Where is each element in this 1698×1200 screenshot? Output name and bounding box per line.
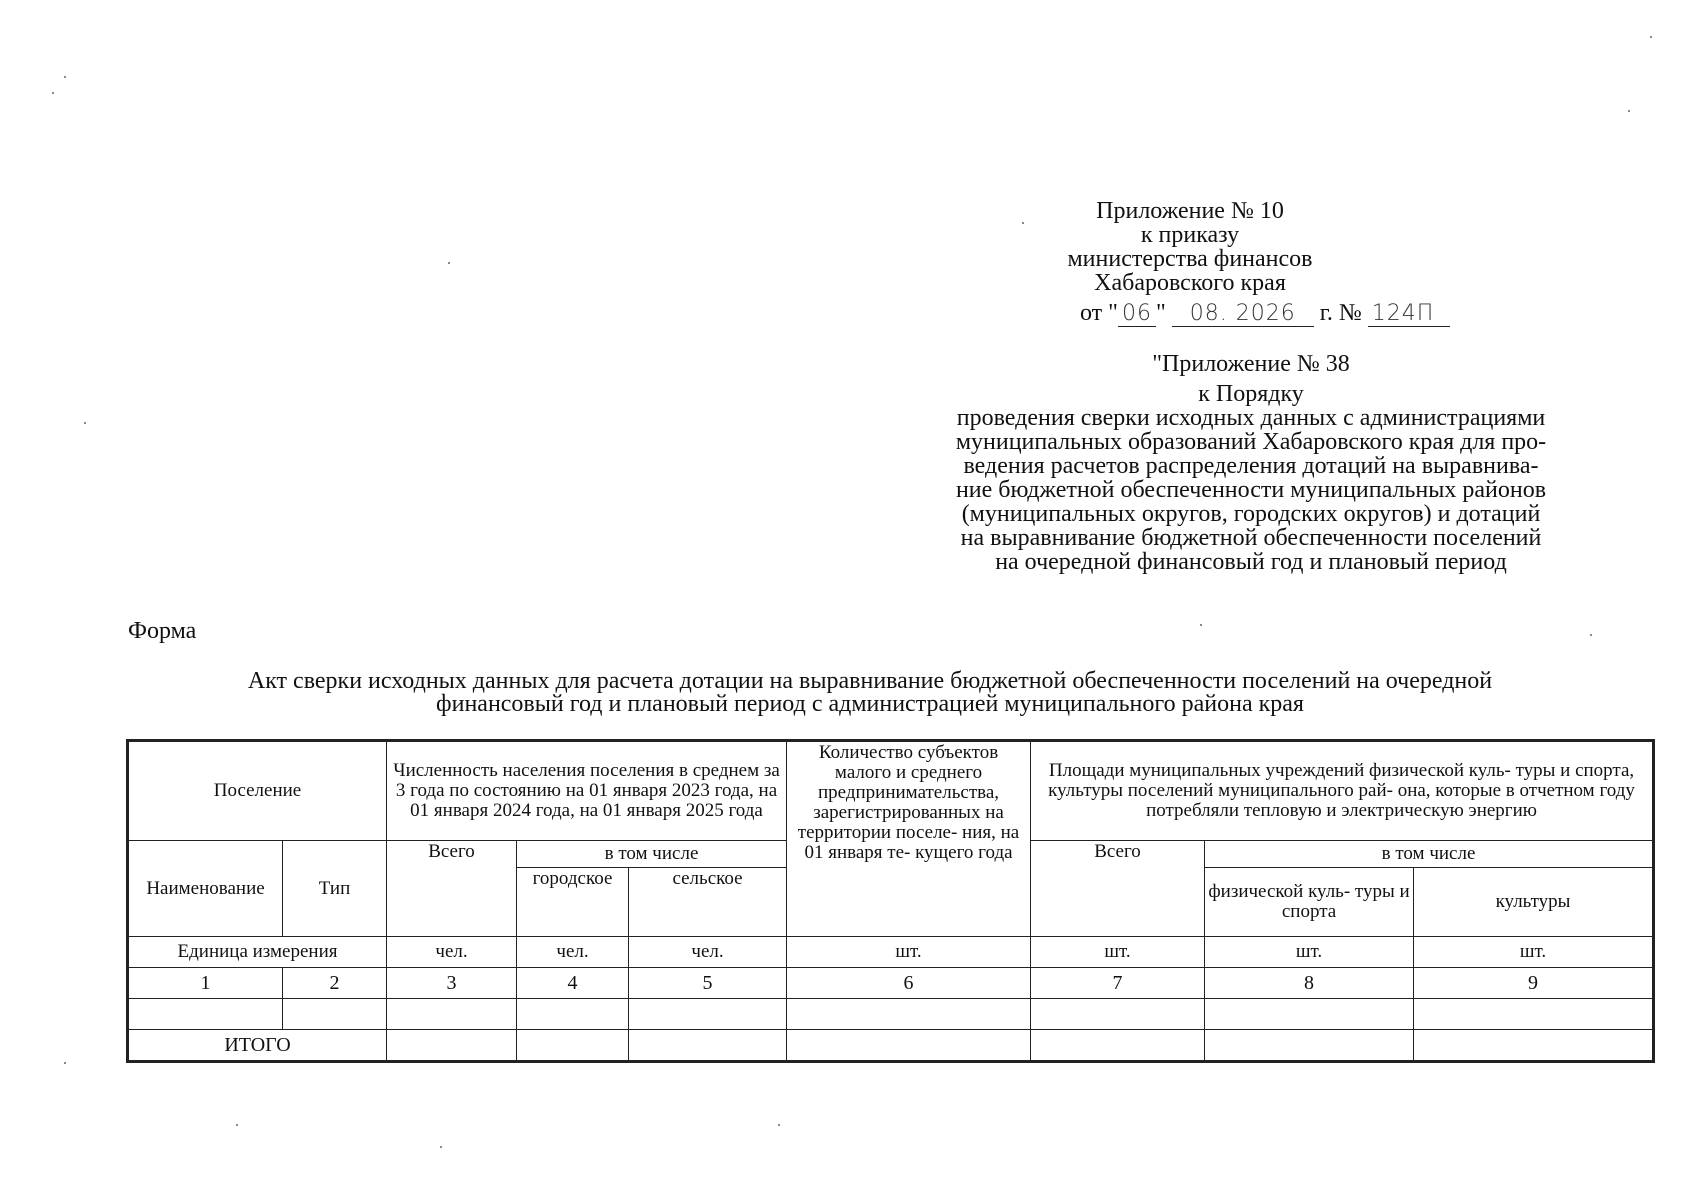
header-sport: физической куль- туры и спорта [1205,868,1414,937]
unit-cell: чел. [387,937,517,968]
scan-speck [1022,222,1024,224]
header-facility-areas: Площади муниципальных учреждений физической куль- туры и спорта, культуры поселений муниципального рай- она, которые в отчетном году потребляли тепловую и электрическую энергию [1031,742,1653,841]
appendix-10-line: Приложение № 10 [1096,198,1284,224]
column-number: 5 [629,968,787,999]
header-smb-count: Количество субъектов малого и среднего предпринимательства, зарегистрированных на территории поселе- ния, на 01 января те- кущего года [787,742,1031,937]
scan-speck [1590,634,1592,636]
appendix-38-line: "Приложение № 38 [1152,351,1350,377]
table-cell [517,999,629,1030]
scan-speck [1650,36,1652,38]
table-cell [787,999,1031,1030]
form-label: Форма [128,618,197,644]
column-number: 6 [787,968,1031,999]
unit-cell: шт. [1031,937,1205,968]
table-cell [129,999,283,1030]
order-number: 124П [1368,301,1451,327]
appendix-10-line: министерства финансов [1067,246,1313,272]
table-cell [629,999,787,1030]
table-row [129,999,1653,1030]
appendix-10-line: Хабаровского края [1094,270,1286,296]
unit-cell: чел. [517,937,629,968]
table-cell [283,999,387,1030]
scan-speck [84,422,86,424]
header-areas-including: в том числе [1205,841,1653,868]
appendix-38-line: ведения расчетов распределения дотаций на выравнива- [963,453,1539,479]
appendix-38-line: муниципальных образований Хабаровского края для про- [955,429,1547,455]
scan-speck [236,1124,238,1126]
table-cell [1414,1030,1653,1061]
column-number: 4 [517,968,629,999]
order-date-line [1080,300,1520,327]
date-prefix: от " [1080,300,1118,326]
scan-speck [64,1062,66,1064]
column-number: 9 [1414,968,1653,999]
reconciliation-table [128,741,1653,1061]
header-name: Наименование [129,841,283,937]
appendix-10-line: к приказу [1140,222,1240,248]
table-cell [1031,999,1205,1030]
table-cell [787,1030,1031,1061]
header-urban: городское [517,868,629,937]
header-population-including: в том числе [517,841,787,868]
header-areas-total: Всего [1031,841,1205,937]
scan-speck [52,92,54,94]
column-number: 8 [1205,968,1414,999]
scan-speck [440,1146,442,1148]
table-cell [387,999,517,1030]
table-cell [1205,999,1414,1030]
appendix-38-line: ние бюджетной обеспеченности муниципальных районов [955,477,1547,503]
column-number: 3 [387,968,517,999]
column-number: 2 [283,968,387,999]
date-day: 06 [1118,301,1156,327]
appendix-38-line: на выравнивание бюджетной обеспеченности поселений [960,525,1542,551]
total-label: ИТОГО [129,1030,387,1061]
table-cell [387,1030,517,1061]
unit-cell: шт. [1414,937,1653,968]
appendix-10-block [1040,199,1340,295]
total-row [129,1030,1653,1061]
table-cell [1031,1030,1205,1061]
header-type: Тип [283,841,387,937]
act-title-line: финансовый год и плановый период с администрацией муниципального района края [436,691,1304,717]
units-label: Единица измерения [129,937,387,968]
column-number: 7 [1031,968,1205,999]
appendix-38-line: к Порядку [1198,381,1304,407]
table-cell [1205,1030,1414,1061]
table-cell [1414,999,1653,1030]
act-title [120,670,1620,716]
header-population: Численность населения поселения в среднем за 3 года по состоянию на 01 января 2023 года, на 01 января 2024 года, на 01 января 2025 года [387,742,787,841]
header-culture: культуры [1414,868,1653,937]
unit-cell: шт. [787,937,1031,968]
act-title-line: Акт сверки исходных данных для расчета дотации на выравнивание бюджетной обеспеченности поселений на очередной [247,668,1493,694]
unit-cell: чел. [629,937,787,968]
date-number-prefix: г. № [1319,300,1362,326]
table-cell [629,1030,787,1061]
date-month-year: 08. 2026 [1172,301,1314,327]
scan-speck [448,262,450,264]
appendix-38-line: на очередной финансовый год и плановый период [995,549,1507,575]
table-cell [517,1030,629,1061]
appendix-38-line: (муниципальных округов, городских округов) и дотаций [961,501,1541,527]
column-number: 1 [129,968,283,999]
header-population-total: Всего [387,841,517,937]
date-quote: " [1155,300,1166,326]
scan-speck [1628,110,1630,112]
appendix-38-line: проведения сверки исходных данных с администрациями [956,405,1546,431]
scan-speck [1200,624,1202,626]
appendix-38-block [890,352,1612,574]
scan-speck [778,1124,780,1126]
header-rural: сельское [629,868,787,937]
unit-cell: шт. [1205,937,1414,968]
scan-speck [64,76,66,78]
header-settlement: Поселение [129,742,387,841]
